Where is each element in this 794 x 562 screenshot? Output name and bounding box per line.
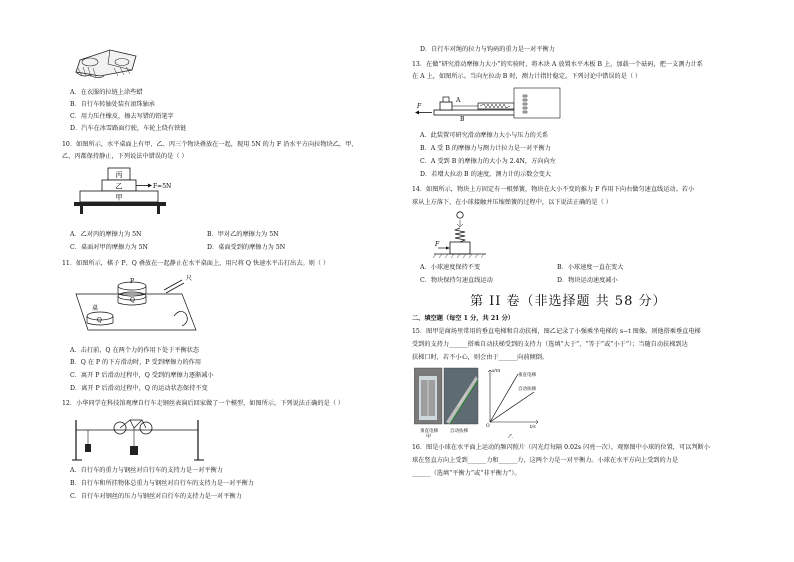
q13-option-c: C．A 受到 B 的摩擦力的大小为 2.4N，方向向左 — [420, 158, 556, 165]
q14-option-c: C．物块保持匀速直线运动 — [420, 277, 493, 284]
piece-q-label: Q — [130, 297, 135, 304]
q11-option-c: C．离开 P 后滑动过程中，Q 受到的摩擦力逐渐减小 — [70, 372, 214, 379]
q15-stem-line1: 15．图甲是商场里常用的垂直电梯和自动扶梯，图乙记录了小强乘坐电梯的 s−t 图像。则他搭乘垂直电梯 — [412, 328, 701, 335]
q11-option-a: A．击打前，Q 在两个力的作用下处于平衡状态 — [70, 347, 200, 354]
q11-option-d: D．离开 P 后滑动过程中，Q 的运动状态保持不变 — [70, 385, 208, 392]
q15-stem-line3: 扶梯口时，若不小心，则会由于______向前倾倒。 — [412, 354, 549, 361]
q10-option-b: B．甲对乙的摩擦力为 5N — [207, 231, 279, 238]
section-ii-title: 第 II 卷（非选择题 共 58 分） — [470, 294, 667, 309]
figure-jia-label: 甲 — [426, 434, 432, 438]
q10-option-c: C．桌面对甲的摩擦力为 5N — [70, 244, 148, 251]
spring-block-diagram — [430, 210, 490, 260]
q13-stem-line1: 13．在做“研究滑动摩擦力大小”的实验时，将木块 A 放置水平木板 B 上，加载一个砝码，把一支测力计系 — [412, 61, 703, 68]
q9-option-c: C．用力压住橡皮，擦去写错的铅笔字 — [70, 113, 174, 120]
q15-figure — [414, 366, 539, 438]
q14-option-b: B．小球速度一直在变大 — [557, 264, 624, 271]
q9-option-a: A．在衣服的拉链上涂些蜡 — [70, 89, 143, 96]
photo-escalator-label: 自动扶梯 — [450, 429, 468, 434]
q14-option-a: A．小球速度保持不变 — [420, 264, 481, 271]
q12-stem-line1: 12．小华同学在科技馆观摩自行车走钢丝表演后回家做了一个模型，如图所示，下列说法正确的是（ ） — [62, 400, 345, 407]
q11-option-b: B．Q 在 P 的下方滑动时，P 受到摩擦力的作用 — [70, 359, 201, 366]
q12-figure — [70, 412, 205, 462]
figure-yi-label: 乙 — [508, 434, 514, 438]
axis-s-label: s/m — [492, 369, 501, 374]
q14-stem-line2: 球从上方落下，在小球接触并压缩弹簧的过程中，以下说法正确的是（ ） — [412, 199, 612, 206]
q15-stem-line2: 受到的支持力______搭乘自动扶梯受到的支持力（选填“大于”、“等于”或“小于”）；当随自动扶梯到达 — [412, 341, 688, 348]
q10-option-d: D．桌面受到的摩擦力为 5N — [207, 244, 286, 251]
friction-experiment-diagram — [414, 86, 564, 126]
elevator-photos-and-graph — [414, 366, 539, 438]
stacked-blocks-diagram — [72, 165, 192, 215]
block-bing-label: 丙 — [115, 171, 123, 179]
block-a-label: A — [456, 97, 461, 104]
graph-vertical-label: 垂直电梯 — [518, 373, 536, 378]
q11-figure — [74, 272, 204, 344]
q13-option-a: A．此装置可研究滑动摩擦力大小与压力的关系 — [420, 132, 549, 139]
q10-option-a: A．乙对丙的摩擦力为 5N — [70, 231, 142, 238]
origin-label: O — [486, 424, 490, 429]
block-jia-label: 甲 — [115, 193, 123, 202]
q13-option-b: B．A 受 B 的摩擦力与测力计拉力是一对平衡力 — [420, 145, 551, 152]
bicycle-on-wire-diagram — [70, 412, 205, 462]
piece-q2-label: Q — [97, 317, 102, 324]
chess-pieces-diagram — [74, 272, 204, 344]
q10-figure — [72, 165, 192, 215]
q16-stem-line1: 16．图是小球在水平面上运动的频闪照片（闪光灯每隔 0.02s 闪亮一次），观察图中小球的位置，可以判断小 — [412, 444, 710, 451]
axis-t-label: t/s — [530, 425, 536, 430]
q9-figure — [70, 40, 140, 82]
q14-figure — [430, 210, 490, 260]
q13-option-d: D．若增大拉动 B 的速度，测力计的示数会变大 — [420, 171, 552, 178]
q14-stem-line1: 14．如图所示，物块上方固定有一根弹簧，物块在大小不变的推力 F 作用下向右做匀速直线运动。若小 — [412, 186, 695, 193]
force-f-label: F — [417, 103, 422, 110]
block-yi-label: 乙 — [115, 182, 123, 191]
q12-option-a: A．自行车的重力与钢丝对自行车的支持力是一对平衡力 — [70, 467, 223, 474]
part2-heading: 二、填空题（每空 1 分，共 21 分） — [412, 315, 514, 322]
zipper-illustration — [70, 40, 140, 82]
q10-stem-line1: 10．如图所示，水平桌面上有甲、乙、丙三个物块叠放在一起，现用 5N 的力 F 沿水平方向拉物块乙，甲、 — [62, 141, 358, 148]
left-column — [62, 0, 397, 562]
q12-option-b: B．自行车和所挂物体总重力与钢丝对自行车的支持力是一对平衡力 — [70, 480, 254, 487]
q14-option-d: D．物块运动速度减小 — [557, 277, 618, 284]
q10-stem-line2: 乙、丙都保持静止，下列说法中错误的是（ ） — [62, 153, 188, 160]
ruler-label: 尺 — [186, 275, 193, 282]
table-label: 桌 — [92, 305, 99, 312]
force-label: F=5N — [153, 183, 172, 190]
piece-p-label: P — [130, 278, 135, 285]
q11-stem-line1: 11．如图所示，棋子 P、Q 叠放在一起静止在水平桌面上，用尺将 Q 快速水平击打出去。则（ ） — [62, 260, 330, 267]
q9-option-d: D．汽车在冰雪路面行驶，车轮上绕有铁链 — [70, 125, 187, 132]
force-f-label-q14: F — [435, 241, 440, 248]
graph-escalator-label: 自动扶梯 — [518, 387, 536, 392]
q13-stem-line2: 在 A 上，如图所示。当向左拉动 B 时，测力计指针稳定。下列讨论中错误的是（ ） — [412, 73, 642, 80]
q12-option-c: C．自行车对钢丝的压力与钢丝对自行车的支持力是一对平衡力 — [70, 493, 242, 500]
q16-stem-line3: ______（选填“平衡力”或“非平衡力”）。 — [412, 470, 521, 477]
q13-figure — [414, 86, 564, 126]
right-column — [412, 0, 747, 562]
q16-stem-line2: 球在竖直方向上受到______力和______力，这两个力是一对平衡力。小球在水平方向上受到的力是 — [412, 457, 679, 464]
board-b-label: B — [460, 116, 465, 123]
q9-option-b: B．自行车转轴处装有滚珠轴承 — [70, 101, 155, 108]
q12-option-d: D．自行车对绳的拉力与钩码的重力是一对平衡力 — [420, 46, 555, 53]
photo-vertical-label: 垂直电梯 — [420, 429, 438, 434]
